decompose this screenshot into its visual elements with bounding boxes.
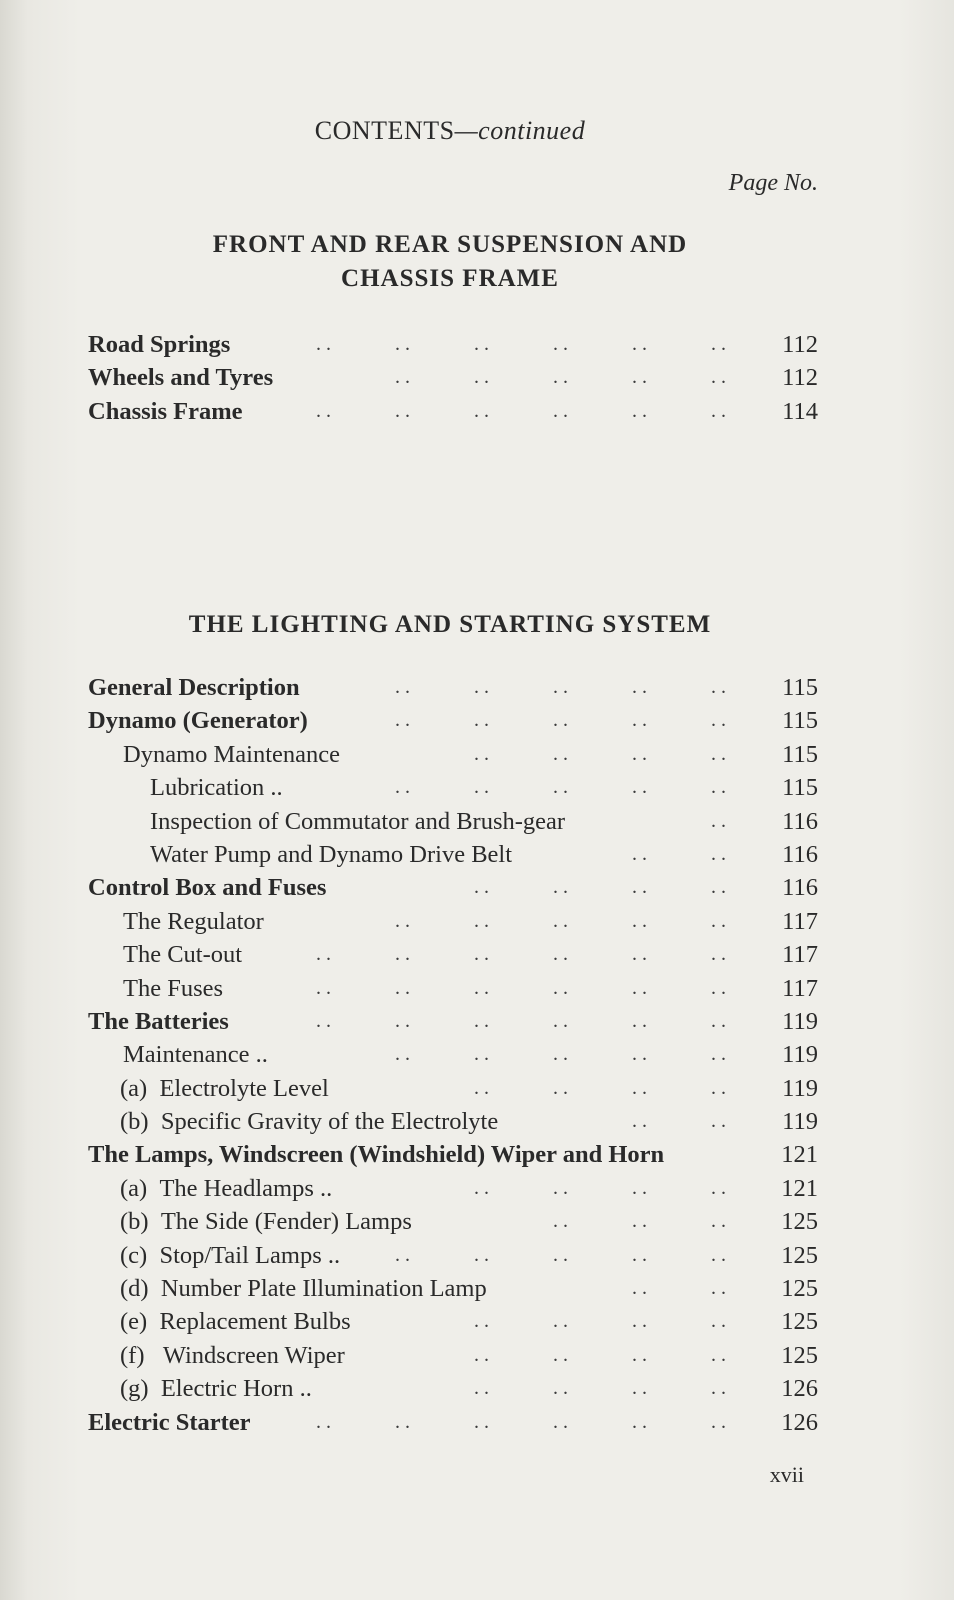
toc-entry-page: 126: [781, 1375, 818, 1403]
toc-entry-label: Dynamo (Generator): [88, 707, 308, 735]
toc-entry-label: The Lamps, Windscreen (Windshield) Wiper and Horn: [88, 1141, 665, 1169]
toc-entry: [88, 328, 818, 361]
toc-entry: [88, 1272, 818, 1305]
toc-entry: [88, 1038, 818, 1071]
toc-entry: [88, 671, 818, 704]
toc-entry: [88, 1239, 818, 1272]
toc-entry-page: 115: [782, 774, 818, 802]
page-no-label: Page No.: [728, 170, 818, 196]
toc-entry-label: The Fuses: [123, 974, 224, 1002]
toc-entry: [88, 972, 818, 1005]
dot-leader: . . . . . . . .: [474, 1343, 726, 1366]
toc-entry-page: 125: [781, 1341, 818, 1369]
toc-entry-page: 117: [782, 907, 818, 935]
toc-entry-page: 115: [782, 740, 818, 768]
dot-leader: . . . . . . . . . . . .: [316, 1009, 726, 1032]
toc-entry: [88, 771, 818, 804]
dot-leader: . . . . . .: [553, 1210, 726, 1233]
toc-entry-page: 125: [781, 1308, 818, 1336]
toc-entry: [88, 838, 818, 871]
toc-list-suspension: [88, 328, 818, 428]
toc-entry-page: 125: [781, 1241, 818, 1269]
toc-entry: [88, 1005, 818, 1038]
page-folio: xvii: [769, 1462, 804, 1487]
toc-entry-label: (a) The Headlamps ..: [120, 1174, 333, 1202]
toc-entry-page: 119: [782, 1007, 818, 1035]
toc-entry-page: 121: [781, 1174, 818, 1202]
toc-entry-page: 125: [781, 1275, 818, 1303]
page-header: [0, 116, 900, 146]
toc-entry: [88, 1105, 818, 1138]
toc-entry-page: 117: [782, 941, 818, 969]
toc-entry-label: Maintenance ..: [123, 1041, 268, 1069]
toc-list-lighting: [88, 671, 818, 1439]
toc-entry: [88, 938, 818, 971]
section-title-suspension: [0, 228, 900, 296]
toc-entry: [88, 1372, 818, 1405]
dot-leader: . . . . . . . . . .: [395, 1243, 726, 1266]
toc-entry-label: Lubrication ..: [150, 774, 283, 802]
toc-entry-page: 121: [781, 1141, 818, 1169]
toc-entry-page: 112: [782, 331, 818, 358]
toc-entry-page: 116: [782, 840, 818, 868]
dot-leader: . . . . . . . . . .: [395, 1043, 726, 1066]
dot-leader: . .: [711, 809, 726, 832]
toc-entry-page: 126: [781, 1408, 818, 1436]
toc-entry-label: (b) The Side (Fender) Lamps: [120, 1208, 412, 1236]
dot-leader: . . . . . . . . . . . .: [316, 943, 726, 966]
toc-entry-label: (g) Electric Horn ..: [120, 1375, 312, 1403]
toc-entry-page: 114: [782, 397, 818, 425]
dot-leader: . . . . . . . . . .: [395, 776, 726, 799]
dot-leader: . . . . . . . .: [474, 876, 726, 899]
dot-leader: . . . .: [632, 842, 726, 865]
dot-leader: . . . . . . . . . .: [395, 676, 726, 698]
toc-entry-page: 119: [782, 1041, 818, 1069]
toc-entry-label: Inspection of Commutator and Brush-gear: [150, 807, 566, 835]
toc-entry: [88, 805, 818, 838]
toc-entry-page: 116: [782, 874, 818, 902]
toc-entry-page: 115: [782, 674, 818, 701]
toc-entry: [88, 1072, 818, 1105]
section-title-line: CHASSIS FRAME: [341, 265, 559, 292]
toc-entry-label: The Batteries: [88, 1007, 229, 1035]
toc-entry-label: (c) Stop/Tail Lamps ..: [120, 1241, 341, 1269]
toc-entry: [88, 1172, 818, 1205]
dot-leader: . . . . . . . . . . . .: [316, 333, 726, 355]
toc-entry-label: Dynamo Maintenance: [123, 740, 341, 768]
section-title-lighting: [0, 608, 900, 642]
toc-entry-label: (e) Replacement Bulbs: [120, 1308, 351, 1336]
toc-entry: [88, 395, 818, 428]
toc-entry: [88, 704, 818, 737]
toc-entry-label: Chassis Frame: [88, 397, 243, 425]
dot-leader: . . . . . . . . . . . .: [316, 399, 726, 422]
dot-leader: . . . .: [632, 1277, 726, 1300]
toc-entry-page: 117: [782, 974, 818, 1002]
dot-leader: . . . .: [632, 1110, 726, 1133]
dot-leader: . . . . . . . .: [474, 1310, 726, 1333]
toc-entry-page: 125: [781, 1208, 818, 1236]
toc-entry: [88, 361, 818, 394]
header-continued: —continued: [454, 116, 586, 145]
dot-leader: . . . . . . . .: [474, 1176, 726, 1199]
toc-entry: [88, 871, 818, 904]
dot-leader: . . . . . . . .: [474, 742, 726, 765]
dot-leader: . . . . . . . . . .: [395, 709, 726, 732]
toc-entry: [88, 1406, 818, 1439]
toc-entry-label: Control Box and Fuses: [88, 874, 327, 902]
toc-entry: [88, 1205, 818, 1238]
header-title: CONTENTS: [314, 116, 455, 145]
section-title-line: THE LIGHTING AND STARTING SYSTEM: [188, 611, 712, 638]
toc-entry: [88, 1339, 818, 1372]
toc-entry-label: The Regulator: [123, 907, 264, 935]
dot-leader: . . . . . . . . . .: [395, 366, 726, 389]
toc-entry-label: (d) Number Plate Illumination Lamp: [120, 1275, 487, 1303]
dot-leader: . . . . . . . . . . . .: [316, 1410, 726, 1433]
toc-entry-label: Water Pump and Dynamo Drive Belt: [150, 840, 513, 868]
toc-entry-label: (b) Specific Gravity of the Electrolyte: [120, 1108, 499, 1136]
dot-leader: . . . . . . . .: [474, 1377, 726, 1400]
toc-entry: [88, 905, 818, 938]
toc-entry-label: (f) Windscreen Wiper: [120, 1341, 345, 1369]
dot-leader: . . . . . . . .: [474, 1076, 726, 1099]
toc-entry: [88, 738, 818, 771]
section-title-line: FRONT AND REAR SUSPENSION AND: [212, 231, 688, 258]
toc-entry-label: (a) Electrolyte Level: [120, 1074, 329, 1102]
toc-entry-label: Electric Starter: [88, 1408, 251, 1436]
toc-entry: [88, 1138, 818, 1171]
toc-entry-page: 116: [782, 807, 818, 835]
toc-entry-page: 119: [782, 1074, 818, 1102]
toc-entry: [88, 1305, 818, 1338]
toc-entry-page: 112: [782, 364, 818, 392]
dot-leader: . . . . . . . . . . . .: [316, 976, 726, 999]
toc-entry-label: General Description: [88, 674, 300, 701]
toc-entry-page: 119: [782, 1108, 818, 1136]
toc-entry-label: Road Springs: [88, 331, 231, 358]
toc-entry-label: The Cut-out: [123, 941, 243, 969]
dot-leader: . . . . . . . . . .: [395, 909, 726, 932]
toc-entry-page: 115: [782, 707, 818, 735]
toc-entry-label: Wheels and Tyres: [88, 364, 274, 392]
